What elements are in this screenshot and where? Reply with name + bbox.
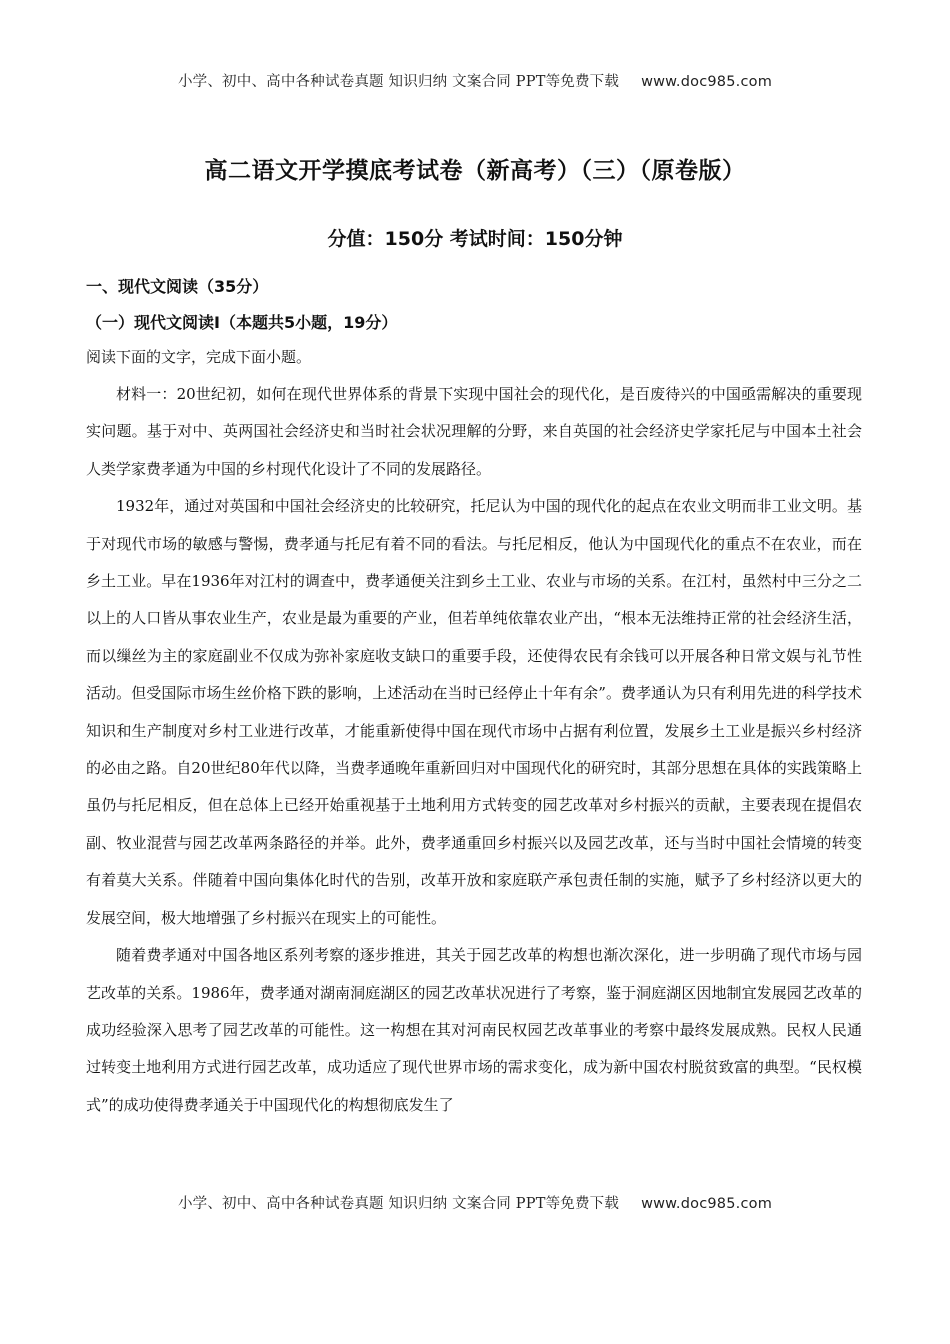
page-header — [0, 70, 950, 91]
footer-site-link[interactable]: www.doc985.com — [641, 1196, 773, 1212]
paragraph-1: 材料一：20世纪初，如何在现代世界体系的背景下实现中国社会的现代化，是百废待兴的中国亟需解决的重要现实问题。基于对中、英两国社会经济史和当时社会状况理解的分野，来自英国的社会经济史学家托尼与中国本土社会人类学家费孝通为中国的乡村现代化设计了不同的发展路径。 — [86, 385, 862, 478]
paragraph-2: 1932年，通过对英国和中国社会经济史的比较研究，托尼认为中国的现代化的起点在农业文明而非工业文明。基于对现代市场的敏感与警惕，费孝通与托尼有着不同的看法。与托尼相反，他认为中国现代化的重点不在农业，而在乡土工业。早在1936年对江村的调查中，费孝通便关注到乡土工业、农业与市场的关系。在江村，虽然村中三分之二以上的人口皆从事农业生产，农业是最为重要的产业，但若单纯依靠农业产出，“根本无法维持正常的社会经济生活，而以缫丝为主的家庭副业不仅成为弥补家庭收支缺口的重要手段，还使得农民有余钱可以开展各种日常文娱与礼节性活动。但受国际市场生丝价格下跌的影响，上述活动在当时已经停止十年有余”。费孝通认为只有利用先进的科学技术知识和生产制度对乡村工业进行改革，才能重新使得中国在现代市场中占据有利位置，发展乡土工业是振兴乡村经济的必由之路。自20世纪80年代以降，当费孝通晚年重新回归对中国现代化的研究时，其部分思想在具体的实践策略上虽仍与托尼相反，但在总体上已经开始重视基于土地利用方式转变的园艺改革对乡村振兴的贡献，主要表现在提倡农副、牧业混营与园艺改革两条路径的并举。此外，费孝通重回乡村振兴以及园艺改革，还与当时中国社会情境的转变有着莫大关系。伴随着中国向集体化时代的告别，改革开放和家庭联产承包责任制的实施，赋予了乡村经济以更大的发展空间，极大地增强了乡村振兴在现实上的可能性。 — [86, 497, 862, 927]
footer-text: 小学、初中、高中各种试卷真题 知识归纳 文案合同 PPT等免费下载 — [177, 1196, 620, 1212]
document-title: 高二语文开学摸底考试卷（新高考）（三）（原卷版） — [204, 158, 746, 184]
subsection-heading: （一）现代文阅读Ⅰ（本题共5小题，19分） — [86, 313, 398, 332]
paragraph-3: 随着费孝通对中国各地区系列考察的逐步推进，其关于园艺改革的构想也渐次深化，进一步明确了现代市场与园艺改革的关系。1986年，费孝通对湖南洞庭湖区的园艺改革状况进行了考察，鉴于洞庭湖区因地制宜发展园艺改革的成功经验深入思考了园艺改革的可能性。这一构想在其对河南民权园艺改革事业的考察中最终发展成熟。民权人民通过转变土地利用方式进行园艺改革，成功适应了现代世界市场的需求变化，成为新中国农村脱贫致富的典型。“民权模式”的成功使得费孝通关于中国现代化的构想彻底发生了 — [86, 946, 862, 1114]
page-footer — [0, 1192, 950, 1213]
section-heading: 一、现代文阅读（35分） — [86, 277, 269, 296]
exam-info: 分值：150分 考试时间：150分钟 — [327, 228, 623, 250]
header-text: 小学、初中、高中各种试卷真题 知识归纳 文案合同 PPT等免费下载 — [177, 74, 620, 90]
reading-instruction: 阅读下面的文字，完成下面小题。 — [86, 348, 312, 366]
reading-passage — [86, 376, 862, 1124]
header-site-link[interactable]: www.doc985.com — [641, 74, 773, 90]
